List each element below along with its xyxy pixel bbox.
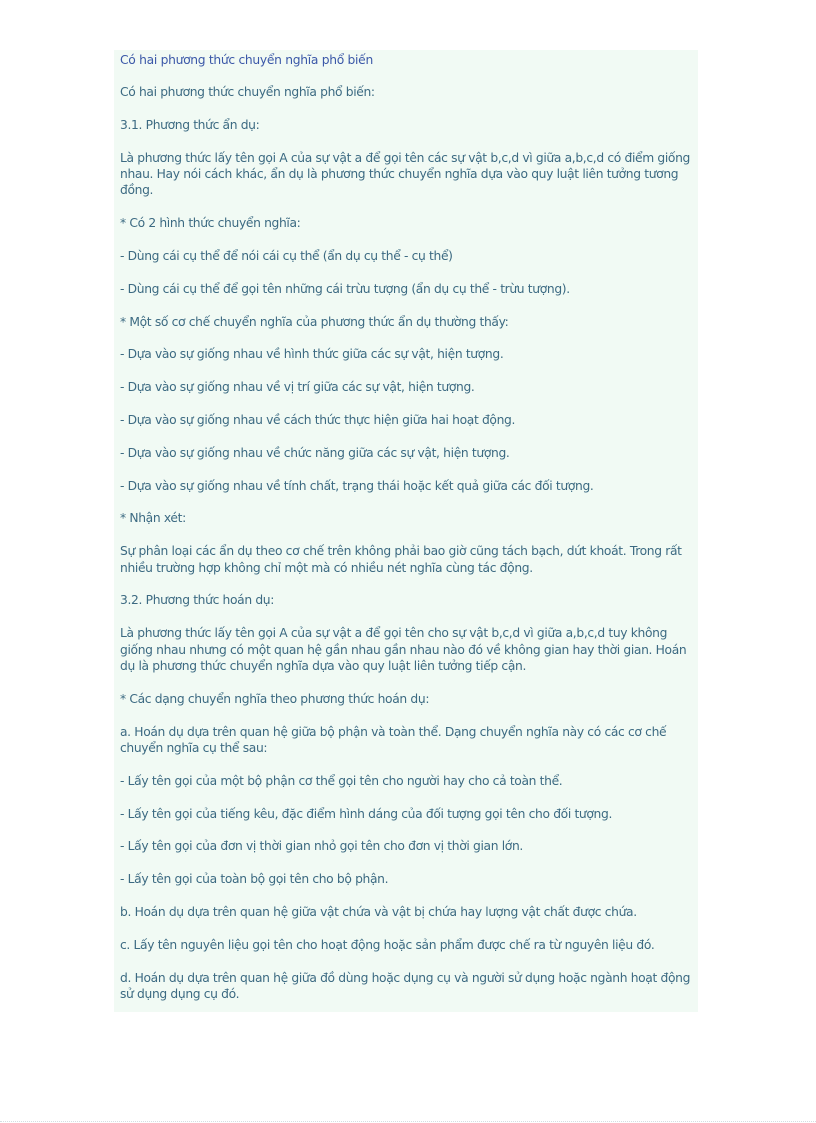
- list-item: - Dựa vào sự giống nhau về cách thức thực hiện giữa hai hoạt động.: [120, 412, 516, 427]
- list-item: - Dựa vào sự giống nhau về chức năng giữa các sự vật, hiện tượng.: [120, 445, 510, 460]
- paragraph-type-b: b. Hoán dụ dựa trên quan hệ giữa vật chứa và vật bị chứa hay lượng vật chất được chứa.: [120, 904, 637, 919]
- subheading-remark: * Nhận xét:: [120, 511, 186, 526]
- paragraph-intro: Có hai phương thức chuyển nghĩa phổ biến:: [120, 85, 375, 99]
- paragraph-type-a: a. Hoán dụ dựa trên quan hệ giữa bộ phận và toàn thể. Dạng chuyển nghĩa này có các cơ chế chuyển nghĩa cụ thể sau:: [120, 724, 667, 755]
- list-item: - Lấy tên gọi của đơn vị thời gian nhỏ gọi tên cho đơn vị thời gian lớn.: [120, 839, 523, 854]
- heading-metaphor: 3.1. Phương thức ẩn dụ:: [120, 117, 260, 132]
- document-content-panel: [114, 50, 698, 1012]
- page-bottom-divider: [0, 1121, 816, 1122]
- document-title: Có hai phương thức chuyển nghĩa phổ biến: [120, 53, 373, 67]
- list-item: - Dựa vào sự giống nhau về tính chất, trạng thái hoặc kết quả giữa các đối tượng.: [120, 478, 594, 493]
- subheading-mechanisms: * Một số cơ chế chuyển nghĩa của phương thức ẩn dụ thường thấy:: [120, 314, 509, 329]
- list-item: - Dùng cái cụ thể để nói cái cụ thể (ẩn dụ cụ thể - cụ thể): [120, 249, 453, 263]
- list-item: - Dựa vào sự giống nhau về hình thức giữa các sự vật, hiện tượng.: [120, 347, 504, 362]
- document-body: [120, 84, 692, 1019]
- list-item: - Lấy tên gọi của toàn bộ gọi tên cho bộ phận.: [120, 872, 389, 887]
- paragraph-type-c: c. Lấy tên nguyên liệu gọi tên cho hoạt động hoặc sản phẩm được chế ra từ nguyên liệu đó.: [120, 937, 655, 952]
- list-item: - Lấy tên gọi của tiếng kêu, đặc điểm hình dáng của đối tượng gọi tên cho đối tượng.: [120, 806, 613, 821]
- paragraph-remark: Sự phân loại các ẩn dụ theo cơ chế trên không phải bao giờ cũng tách bạch, dứt khoát. Trong rất nhiều trường hợp không chỉ một mà có nhiều nét nghĩa cùng tác động.: [120, 544, 682, 575]
- paragraph-metonymy-definition: Là phương thức lấy tên gọi A của sự vật a để gọi tên cho sự vật b,c,d vì giữa a,b,c,d tuy không giống nhau nhưng có một quan hệ gần nhau gần nhau nào đó về không gian hay thời gian. Hoán dụ là phương thức chuyển nghĩa dựa vào quy luật liên tưởng tiếp cận.: [120, 626, 687, 673]
- list-item: - Lấy tên gọi của một bộ phận cơ thể gọi tên cho người hay cho cả toàn thể.: [120, 773, 563, 788]
- list-item: - Dùng cái cụ thể để gọi tên những cái trừu tượng (ẩn dụ cụ thể - trừu tượng).: [120, 281, 570, 296]
- paragraph-type-d: d. Hoán dụ dựa trên quan hệ giữa đồ dùng hoặc dụng cụ và người sử dụng hoặc ngành hoạt động sử dụng dụng cụ đó.: [120, 970, 691, 1001]
- paragraph-metaphor-definition: Là phương thức lấy tên gọi A của sự vật a để gọi tên các sự vật b,c,d vì giữa a,b,c,d có điểm giống nhau. Hay nói cách khác, ẩn dụ là phương thức chuyển nghĩa dựa vào quy luật liên tưởng tương đồng.: [120, 150, 691, 198]
- subheading-two-forms: * Có 2 hình thức chuyển nghĩa:: [120, 216, 301, 231]
- subheading-metonymy-types: * Các dạng chuyển nghĩa theo phương thức hoán dụ:: [120, 691, 430, 706]
- list-item: - Dựa vào sự giống nhau về vị trí giữa các sự vật, hiện tượng.: [120, 380, 475, 395]
- heading-metonymy: 3.2. Phương thức hoán dụ:: [120, 593, 275, 608]
